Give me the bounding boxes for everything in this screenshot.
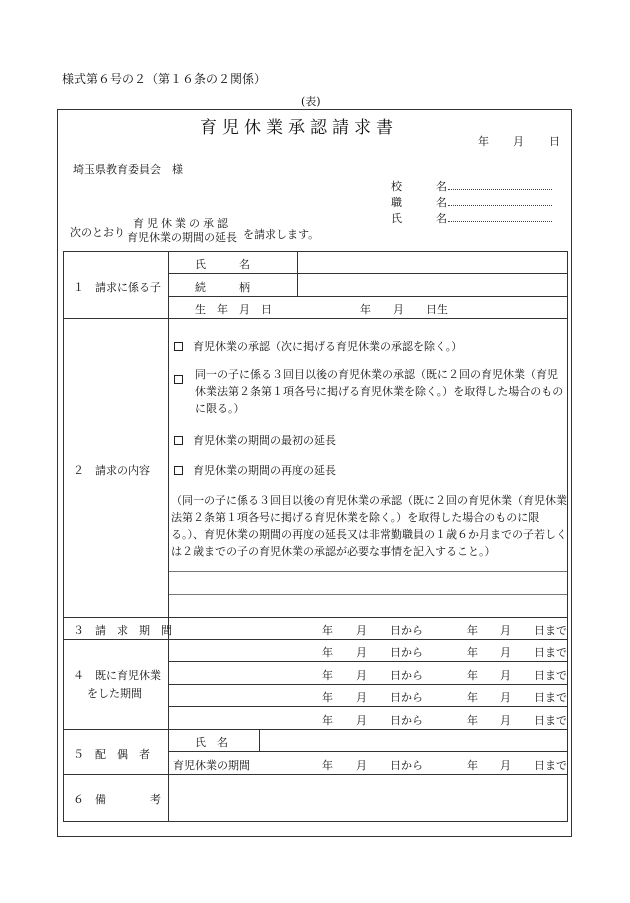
child-name-label: 氏 名 xyxy=(195,258,250,271)
sec4-r4-from-day: 日から xyxy=(390,714,423,727)
form-number: 様式第６号の２（第１６条の２関係） xyxy=(62,72,267,86)
sec3-label: ３ 請 求 期 間 xyxy=(73,624,172,637)
form-title: 育児休業承認請求書 xyxy=(200,118,398,138)
sec4-r4-to-month: 月 xyxy=(500,714,511,727)
sec5-from-day: 日から xyxy=(390,759,423,772)
school-name-line[interactable] xyxy=(448,189,552,190)
sec4-r4-to-year: 年 xyxy=(467,714,478,727)
child-birth-value: 年 月 日生 xyxy=(360,303,448,316)
table-bottom-border xyxy=(63,821,568,822)
option-first-extension-text: 育児休業の期間の最初の延長 xyxy=(193,434,336,447)
option-approval-row[interactable] xyxy=(174,338,462,354)
line-sec2-end xyxy=(63,617,568,618)
child-relation-label: 続 柄 xyxy=(195,281,250,294)
sec5-to-month: 月 xyxy=(500,759,511,772)
sec4-r3-from-day: 日から xyxy=(390,691,423,704)
school-label-b: 名 xyxy=(436,180,447,193)
position-label-a: 職 xyxy=(391,196,402,209)
sec4-r4-from-month: 月 xyxy=(356,714,367,727)
date-month: 月 xyxy=(513,135,524,148)
side-label: (表) xyxy=(301,95,321,108)
request-option-extension[interactable]: 育児休業の期間の延長 xyxy=(127,231,237,244)
sec4-r4-to-day: 日まで xyxy=(534,714,567,727)
table-label-divider xyxy=(168,251,169,821)
sec5-label: ５ 配 偶 者 xyxy=(73,748,150,761)
sec4-r1-to-year: 年 xyxy=(467,646,478,659)
sec4-r1-from-day: 日から xyxy=(390,646,423,659)
child-birth-label: 生 年 月 日 xyxy=(195,303,272,316)
request-suffix: を請求します。 xyxy=(243,228,320,241)
sec4-r2-to-year: 年 xyxy=(467,669,478,682)
sec4-r2-to-day: 日まで xyxy=(534,669,567,682)
option-approval-text: 育児休業の承認（次に掲げる育児休業の承認を除く。） xyxy=(193,340,463,353)
sec4-r2-to-month: 月 xyxy=(500,669,511,682)
line-sec4-a xyxy=(168,661,568,662)
sec3-to-month: 月 xyxy=(500,624,511,637)
table-right-border xyxy=(567,251,568,821)
option-third-approval-checkbox-wrap[interactable] xyxy=(174,368,193,387)
sec4-r2-from-year: 年 xyxy=(322,669,333,682)
sec3-from-day: 日から xyxy=(390,624,423,637)
sec1-label: １ 請求に係る子 xyxy=(73,281,161,294)
child-relation-field[interactable] xyxy=(298,274,567,296)
line-sec3-end xyxy=(63,639,568,640)
sec3-from-year: 年 xyxy=(322,624,333,637)
school-label-a: 校 xyxy=(391,180,402,193)
sec2-label: ２ 請求の内容 xyxy=(73,464,150,477)
line-sec1-b xyxy=(168,296,568,297)
sec4-r1-from-year: 年 xyxy=(322,646,333,659)
sec3-from-month: 月 xyxy=(356,624,367,637)
line-sec4-c xyxy=(168,706,568,707)
date-day: 日 xyxy=(549,135,560,148)
sec4-label-line2: をした期間 xyxy=(87,687,142,700)
sec2-note: （同一の子に係る３回目以後の育児休業の承認（既に２回の育児休業（育児休業法第２条第１項各号に掲げる育児休業を除く。）を取得した場合のものに限る。）、育児休業の期間の再度の延長又は非常勤職員の１歳６か月までの子若しくは２歳までの子の育児休業の承認が必要な事情を記入すること。） xyxy=(171,494,567,558)
sec4-r2-from-month: 月 xyxy=(356,669,367,682)
spouse-period-label: 育児休業の期間 xyxy=(173,759,250,772)
request-prefix: 次のとおり xyxy=(70,226,125,239)
table-left-border xyxy=(63,251,64,821)
sec2-reason-field[interactable] xyxy=(169,572,567,616)
sec4-r3-to-month: 月 xyxy=(500,691,511,704)
option-first-extension-checkbox[interactable] xyxy=(174,436,183,445)
date-year: 年 xyxy=(478,135,489,148)
option-second-extension-checkbox[interactable] xyxy=(174,466,183,475)
sec5-to-day: 日まで xyxy=(534,759,567,772)
option-third-approval-checkbox[interactable] xyxy=(174,375,183,384)
sec5-from-year: 年 xyxy=(322,759,333,772)
line-sec5-a xyxy=(168,751,568,752)
sec4-label-line1: ４ 既に育児休業 xyxy=(73,669,161,682)
addressee: 埼玉県教育委員会 様 xyxy=(73,163,183,176)
spouse-name-field[interactable] xyxy=(260,730,567,751)
sec4-r4-from-year: 年 xyxy=(322,714,333,727)
position-label-b: 名 xyxy=(436,196,447,209)
sec4-r1-to-day: 日まで xyxy=(534,646,567,659)
spouse-name-label: 氏 名 xyxy=(195,736,228,749)
sec4-r1-to-month: 月 xyxy=(500,646,511,659)
sec4-r3-to-day: 日まで xyxy=(534,691,567,704)
sec3-to-year: 年 xyxy=(467,624,478,637)
sec5-to-year: 年 xyxy=(467,759,478,772)
applicant-label-a: 氏 xyxy=(391,212,402,225)
line-sec1-end xyxy=(63,318,568,319)
option-first-extension-row[interactable] xyxy=(174,432,336,448)
sec4-r3-to-year: 年 xyxy=(467,691,478,704)
option-third-approval-text: 同一の子に係る３回目以後の育児休業の承認（既に２回の育児休業（育児休業法第２条第１項各号に掲げる育児休業を除く。）を取得した場合のものに限る。） xyxy=(195,368,564,415)
sec3-to-day: 日まで xyxy=(534,624,567,637)
applicant-label-b: 名 xyxy=(436,212,447,225)
sec4-r1-from-month: 月 xyxy=(356,646,367,659)
sec6-label: ６ 備 考 xyxy=(73,793,161,806)
option-approval-checkbox[interactable] xyxy=(174,342,183,351)
sec4-r3-from-year: 年 xyxy=(322,691,333,704)
line-sec4-b xyxy=(168,684,568,685)
remarks-field[interactable] xyxy=(169,775,567,820)
applicant-name-line[interactable] xyxy=(448,221,552,222)
sec5-from-month: 月 xyxy=(356,759,367,772)
position-name-line[interactable] xyxy=(448,205,552,206)
request-option-approval[interactable]: 育児休業の承認 xyxy=(133,217,231,230)
child-name-field[interactable] xyxy=(298,252,567,273)
sec4-r2-from-day: 日から xyxy=(390,669,423,682)
sec4-r3-from-month: 月 xyxy=(356,691,367,704)
option-second-extension-text: 育児休業の期間の再度の延長 xyxy=(193,464,336,477)
option-second-extension-row[interactable] xyxy=(174,462,336,478)
